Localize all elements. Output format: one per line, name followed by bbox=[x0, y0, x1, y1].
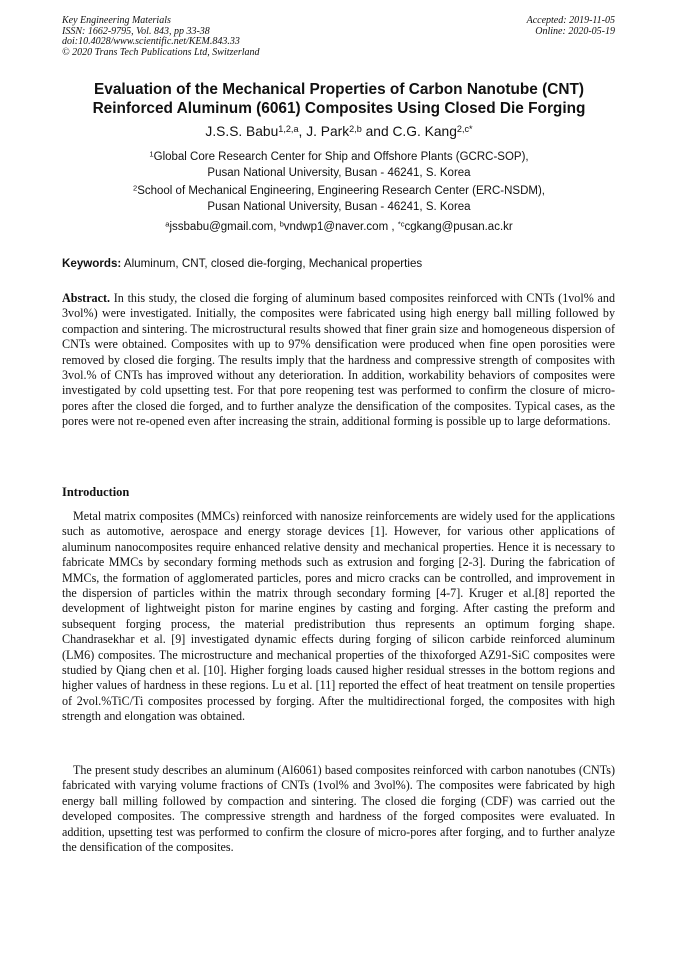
author-affiliation-sup: 2,b bbox=[349, 123, 362, 134]
affiliation-line: Pusan National University, Busan - 46241, S. Korea bbox=[207, 200, 471, 213]
author-list bbox=[40, 123, 638, 141]
journal-name: Key Engineering Materials bbox=[62, 15, 171, 26]
author-name: C.G. Kang bbox=[392, 124, 457, 139]
keywords bbox=[62, 256, 615, 271]
email-separator: , bbox=[388, 221, 398, 233]
author-emails bbox=[40, 220, 638, 236]
affiliation-line: School of Mechanical Engineering, Engineering Research Center (ERC-NSDM), bbox=[137, 185, 546, 197]
author-separator: and bbox=[361, 124, 393, 139]
author-affiliation-sup: 2,c* bbox=[456, 123, 473, 134]
paper-title bbox=[40, 80, 638, 118]
email-sup: b bbox=[279, 219, 284, 229]
online-date: Online: 2020-05-19 bbox=[535, 25, 615, 37]
copyright-line: © 2020 Trans Tech Publications Ltd, Switzerland bbox=[62, 46, 260, 58]
doi-link[interactable]: doi:10.4028/www.scientific.net/KEM.843.33 bbox=[62, 36, 240, 48]
journal-header bbox=[62, 16, 260, 58]
email-link[interactable]: cgkang@pusan.ac.kr bbox=[404, 221, 513, 233]
dates-header bbox=[527, 16, 615, 37]
accepted-date: Accepted: 2019-11-05 bbox=[526, 15, 615, 26]
affiliation-line: Global Core Research Center for Ship and Offshore Plants (GCRC-SOP), bbox=[153, 151, 529, 163]
intro-paragraph-1: Metal matrix composites (MMCs) reinforced with nanosize reinforcements are widely used for the applications such as automotive, aerospace and energy storage devices [1]. However, for various other applications of aluminum nanocomposites require enhanced relative density and mechanical properties. Hence it is necessary to fabricate MMCs by secondary forming methods such as extrusion and forging [2-3]. During the fabrication of MMCs, the formation of agglomerated particles, pores and micro cracks can be controlled, and improvement in the dispersion of particles within the matrix through secondary forming [4-7]. Kruger et al.[8] reported the development of lightweight piston for marine engines by casting and forging. After casting the preform and subsequent forging process, the material predistribution thus represents an optimum forging shape. Chandrasekhar et al. [9] investigated dynamic effects during forging of silicon carbide reinforced aluminum (LM6) composites. The microstructure and mechanical properties of the thixoforged AZ91-SiC composites were studied by Qiang chen et al. [10]. Higher forging loads caused higher residual stresses in the bottom regions and higher values of hardness in these regions. Lu et al. [11] reported the effect of heat treatment on tensile properties of 2vol.%TiC/Ti composites processed by forging. After the multidirectional forged, the composites with high strength and elongation was obtained. bbox=[62, 509, 615, 724]
affiliation-line: Pusan National University, Busan - 46241, S. Korea bbox=[207, 166, 471, 179]
affiliation-number: 2 bbox=[132, 183, 138, 193]
affiliation-number: 1 bbox=[149, 149, 154, 159]
email-separator: , bbox=[273, 221, 280, 233]
keywords-label: Keywords: bbox=[62, 257, 122, 270]
email-link[interactable]: vndwp1@naver.com bbox=[283, 221, 389, 233]
introduction-heading: Introduction bbox=[62, 485, 130, 499]
intro-paragraph-2: The present study describes an aluminum (Al6061) based composites reinforced with carbon nanotubes (CNTs) fabricated with varying volume fractions of CNTs (1vol% and 3vol%). The composites were fabricated by high energy ball milling followed by compaction and sintering. The closed die forging (CDF) was carried out the developed composites. The compressive strength and hardness of the forged composites were evaluated. In addition, upsetting test was performed to confirm the closure of micro-pores after forging, and to further analyze the densification of the composites. bbox=[62, 763, 615, 855]
abstract-text: In this study, the closed die forging of aluminum based composites reinforced with CNTs (1vol% and 3vol%) were investigated. Initially, the composites were fabricated using high energy ball milling followed by compaction and sintering. The microstructural results showed that finer grain size and homogeneous dispersion of CNTs were obtained. Composites with up to 97% densification were produced when fine open porosities were removed by closed die forging. The results imply that the hardness and compressive strength of composites with 3vol.% of CNTs has improved without any deterioration. In addition, workability behaviors of composites were investigated by cold upsetting test. For that pore reopening test was performed to confirm the closure of micro-pores after the closed die forged, and to further analyze the densification of the composites. Typical cases, as the pores were not re-opened even after increasing the strain, additional forming is possible up to large deformations. bbox=[62, 291, 615, 429]
abstract-label: Abstract. bbox=[62, 291, 111, 305]
title-line-2: Reinforced Aluminum (6061) Composites Using Closed Die Forging bbox=[92, 100, 586, 117]
email-link[interactable]: jssbabu@gmail.com bbox=[169, 221, 274, 233]
author-name: J. Park bbox=[306, 124, 350, 139]
email-sup: a bbox=[165, 219, 170, 229]
title-line-1: Evaluation of the Mechanical Properties of Carbon Nanotube (CNT) bbox=[94, 81, 584, 98]
issn-line: ISSN: 1662-9795, Vol. 843, pp 33-38 bbox=[62, 25, 210, 37]
author-separator: , bbox=[298, 124, 307, 139]
affiliation-1 bbox=[40, 150, 638, 181]
author-name: J.S.S. Babu bbox=[205, 124, 279, 139]
email-sup: *c bbox=[397, 219, 405, 229]
author-affiliation-sup: 1,2,a bbox=[278, 123, 299, 134]
abstract bbox=[62, 291, 615, 430]
keywords-text: Aluminum, CNT, closed die-forging, Mechanical properties bbox=[121, 257, 423, 270]
affiliation-2 bbox=[40, 184, 638, 215]
